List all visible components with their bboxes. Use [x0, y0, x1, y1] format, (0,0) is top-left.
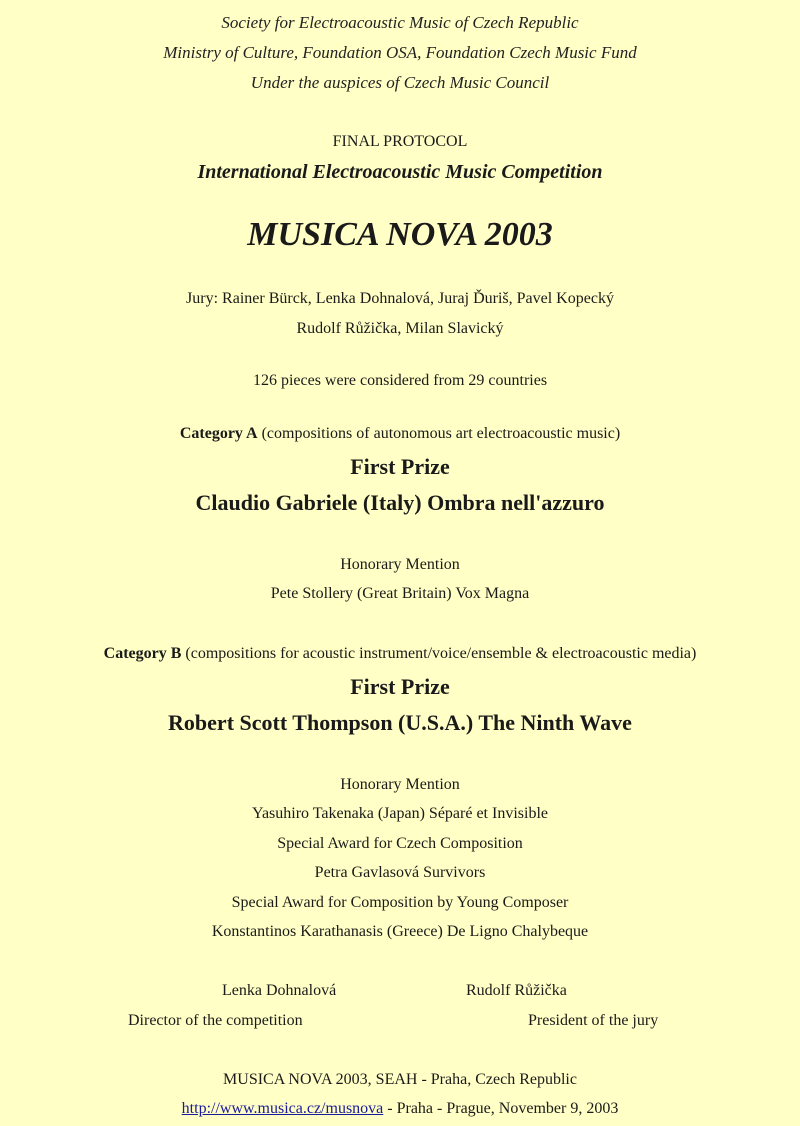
category-a-honorary-label: Honorary Mention: [340, 556, 460, 573]
competition-subtitle: International Electroacoustic Music Competition: [197, 161, 603, 183]
young-award-winner: Konstantinos Karathanasis (Greece) De Ligno Chalybeque: [211, 923, 589, 940]
category-a-first-prize-winner: Claudio Gabriele (Italy) Ombra nell'azzuro: [195, 490, 605, 515]
category-b-first-prize-winner: Robert Scott Thompson (U.S.A.) The Ninth Wave: [168, 710, 632, 735]
signature-right-name: Rudolf Růžička: [466, 982, 567, 999]
footer-line-2: [0, 1100, 800, 1118]
category-b-heading: [0, 645, 800, 663]
category-b-description: (compositions for acoustic instrument/voice/ensemble & electroacoustic media): [181, 645, 697, 662]
competition-website-link[interactable]: http://www.musica.cz/musnova: [181, 1100, 384, 1117]
signature-left-name: Lenka Dohnalová: [222, 982, 337, 999]
jury-line-2: Rudolf Růžička, Milan Slavický: [296, 320, 504, 337]
pieces-stats: 126 pieces were considered from 29 countries: [252, 372, 548, 389]
footer-place-date: - Praha - Prague, November 9, 2003: [383, 1100, 619, 1117]
category-a-heading: [0, 425, 800, 443]
signature-right-role: President of the jury: [528, 1012, 659, 1029]
page-title: MUSICA NOVA 2003: [247, 216, 553, 253]
jury-line-1: Jury: Rainer Bürck, Lenka Dohnalová, Juraj Ďuriš, Pavel Kopecký: [186, 290, 614, 307]
category-a-first-prize-label: First Prize: [350, 454, 450, 479]
category-b-first-prize-label: First Prize: [350, 674, 450, 699]
czech-award-winner: Petra Gavlasová Survivors: [314, 864, 486, 881]
category-a-description: (compositions of autonomous art electroacoustic music): [257, 425, 621, 442]
category-b-label: Category B: [103, 645, 182, 662]
protocol-label: FINAL PROTOCOL: [332, 133, 468, 150]
footer-line-1: MUSICA NOVA 2003, SEAH - Praha, Czech Republic: [223, 1071, 577, 1088]
category-a-honorary-winner: Pete Stollery (Great Britain) Vox Magna: [270, 585, 530, 602]
category-b-honorary-label: Honorary Mention: [340, 776, 460, 793]
czech-award-label: Special Award for Czech Composition: [277, 835, 523, 852]
org-line-1: Society for Electroacoustic Music of Czech Republic: [221, 13, 579, 32]
signature-left-role: Director of the competition: [128, 1012, 303, 1029]
category-a-label: Category A: [179, 425, 258, 442]
young-award-label: Special Award for Composition by Young Composer: [231, 894, 569, 911]
category-b-honorary-winner: Yasuhiro Takenaka (Japan) Séparé et Invisible: [252, 805, 548, 822]
org-line-3: Under the auspices of Czech Music Council: [250, 73, 550, 92]
org-line-2: Ministry of Culture, Foundation OSA, Foundation Czech Music Fund: [163, 43, 637, 62]
